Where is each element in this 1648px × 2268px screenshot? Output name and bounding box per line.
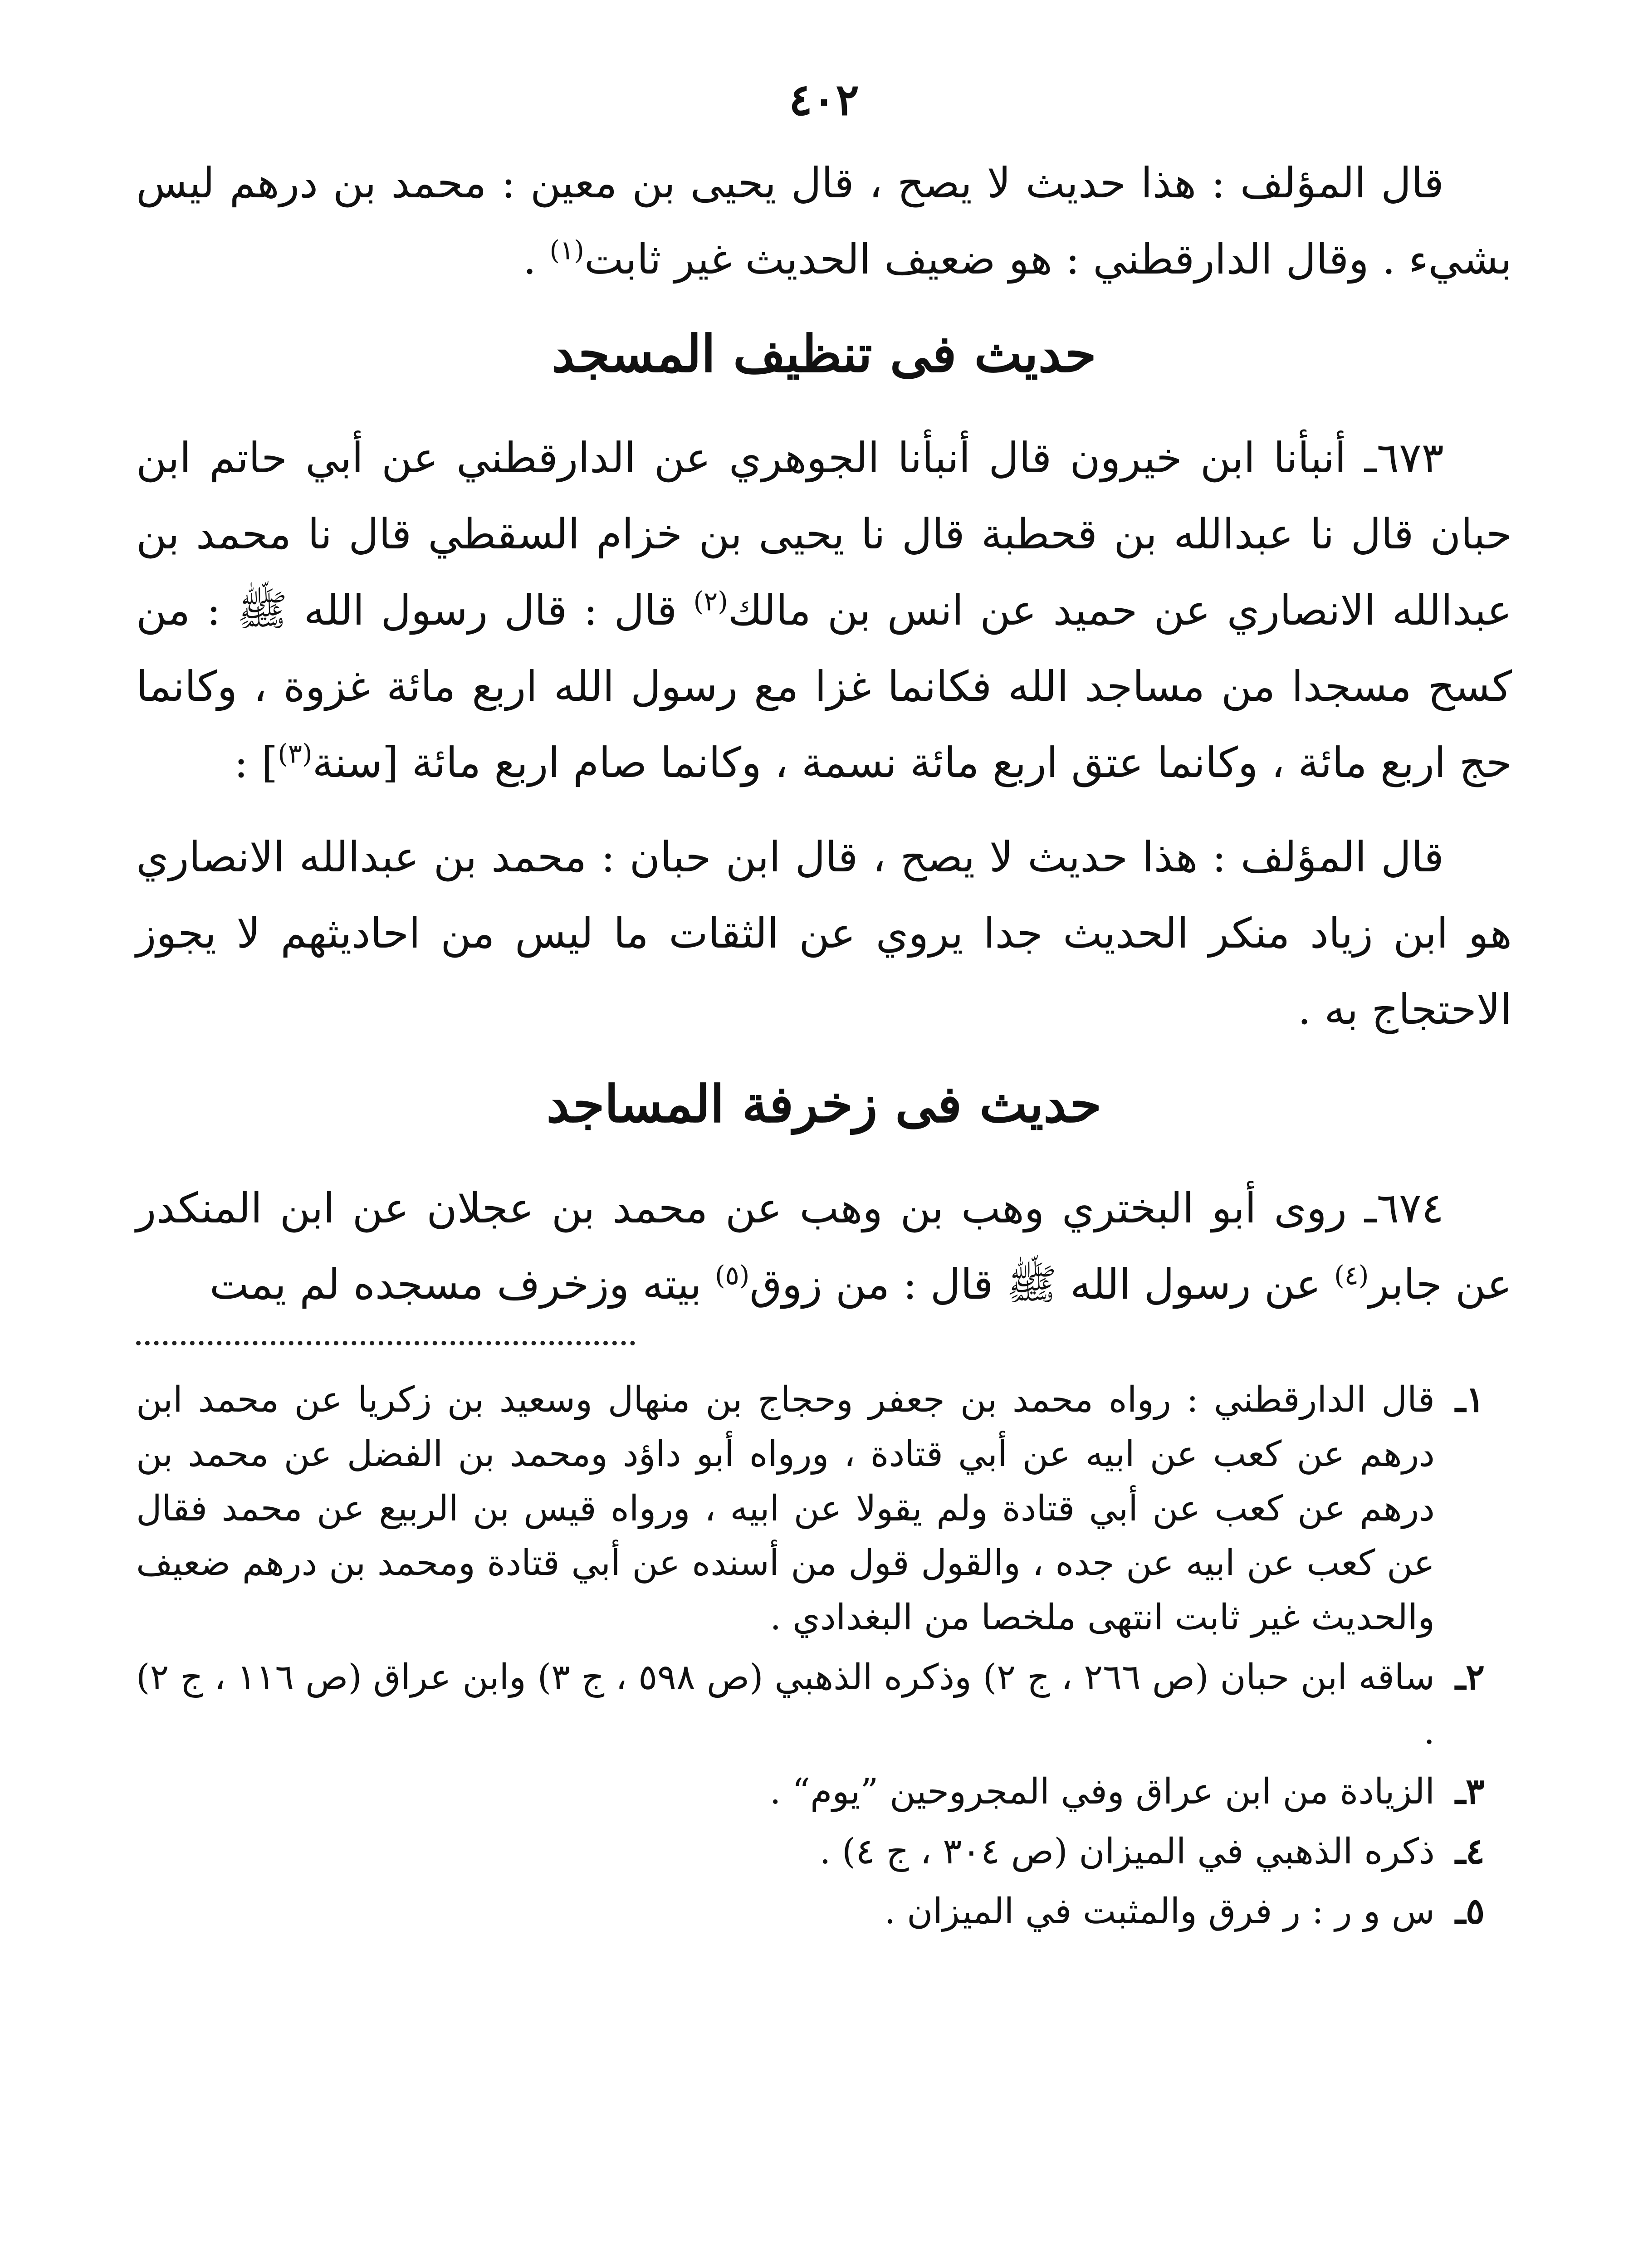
footnote-text: الزيادة من ابن عراق وفي المجروحين ”يوم“ . bbox=[769, 1771, 1435, 1812]
hadith-674-paragraph bbox=[136, 1170, 1512, 1323]
hadith-673-paragraph bbox=[136, 420, 1512, 801]
footnote-3 bbox=[136, 1765, 1485, 1819]
hadith-673-text-1: ٦٧٣ـ أنبأنا ابن خيرون قال أنبأنا الجوهري عن الدارقطني عن أبي حاتم ابن حبان قال نا عبدالله بن قحطبة قال نا يحيى بن خزام السقطي قال نا محمد بن عبدالله الانصاري عن حميد عن انس بن مالك bbox=[136, 434, 1512, 635]
footnote-text: س و ر : ر فرق والمثبت في الميزان . bbox=[884, 1891, 1435, 1932]
footnote-ref-4: (٤) bbox=[1334, 1260, 1369, 1291]
footnote-text: قال الدارقطني : رواه محمد بن جعفر وحجاج بن منهال وسعيد بن زكريا عن محمد ابن درهم عن كعب عن ابيه عن أبي قتادة ، ورواه أبو داؤد ومحمد بن الفضل عن محمد بن درهم عن كعب عن أبي قتادة ولم يقولا عن ابيه ، ورواه قيس بن الربيع عن محمد فقال عن كعب عن ابيه عن جده ، والقول قول من أسنده عن أبي قتادة ومحمد بن درهم ضعيف والحديث غير ثابت انتهى ملخصا من البغدادي . bbox=[136, 1379, 1435, 1638]
author-comment-text: قال المؤلف : هذا حديث لا يصح ، قال يحيى بن معين : محمد بن درهم ليس بشيء . وقال الدارقطني : هو ضعيف الحديث غير ثابت bbox=[136, 159, 1512, 284]
hadith-674-text-1: ٦٧٤ـ روى أبو البختري وهب بن وهب عن محمد بن عجلان عن ابن المنكدر عن جابر bbox=[136, 1184, 1512, 1309]
footnote-ref-3: (٣) bbox=[278, 738, 313, 769]
hadith-673-text-2: قال : قال رسول الله ﷺ : من كسح مسجدا من مساجد الله فكانما غزا مع رسول الله اربع مائة غزوة ، وكانما حج اربع مائة ، وكانما عتق اربع مائة نسمة ، وكانما صام اربع مائة [سنة bbox=[136, 586, 1512, 787]
footnotes-section bbox=[136, 1373, 1512, 1939]
page-number: ٤٠٢ bbox=[789, 74, 859, 125]
footnote-text: ساقه ابن حبان (ص ٢٦٦ ، ج ٢) وذكره الذهبي (ص ٥٩٨ ، ج ٣) وابن عراق (ص ١١٦ ، ج ٢) . bbox=[136, 1657, 1435, 1752]
footnote-separator bbox=[136, 1341, 635, 1345]
footnote-text: ذكره الذهبي في الميزان (ص ٣٠٤ ، ج ٤) . bbox=[819, 1831, 1435, 1872]
footnote-number: ٥ـ bbox=[1455, 1891, 1485, 1932]
footnote-number: ٣ـ bbox=[1455, 1771, 1485, 1812]
footnote-number: ٤ـ bbox=[1455, 1831, 1485, 1872]
author-comment-end: . bbox=[523, 235, 550, 284]
footnote-ref-1: (١) bbox=[549, 235, 584, 266]
footnote-ref-2: (٢) bbox=[693, 586, 728, 617]
footnote-2 bbox=[136, 1650, 1485, 1759]
section-heading-mosque-decoration: حديث فى زخرفة المساجد bbox=[546, 1075, 1102, 1134]
hadith-673-text-3: ] : bbox=[234, 738, 278, 787]
footnote-5 bbox=[136, 1884, 1485, 1939]
footnote-ref-5: (٥) bbox=[714, 1260, 750, 1291]
hadith-674-text-3: بيته وزخرف مسجده لم يمت bbox=[209, 1260, 715, 1309]
footnote-number: ٢ـ bbox=[1455, 1657, 1485, 1698]
footnote-1 bbox=[136, 1373, 1485, 1645]
footnote-4 bbox=[136, 1824, 1485, 1879]
footnote-number: ١ـ bbox=[1455, 1379, 1485, 1420]
section-heading-mosque-cleaning: حديث فى تنظيف المسجد bbox=[552, 324, 1096, 384]
author-comment-paragraph-2: قال المؤلف : هذا حديث لا يصح ، قال ابن حبان : محمد بن عبدالله الانصاري هو ابن زياد منكر الحديث جدا يروي عن الثقات ما ليس من احاديثهم لا يجوز الاحتجاج به . bbox=[136, 833, 1512, 1034]
hadith-674-text-2: عن رسول الله ﷺ قال : من زوق bbox=[749, 1260, 1335, 1309]
author-comment-paragraph-1 bbox=[136, 145, 1512, 298]
